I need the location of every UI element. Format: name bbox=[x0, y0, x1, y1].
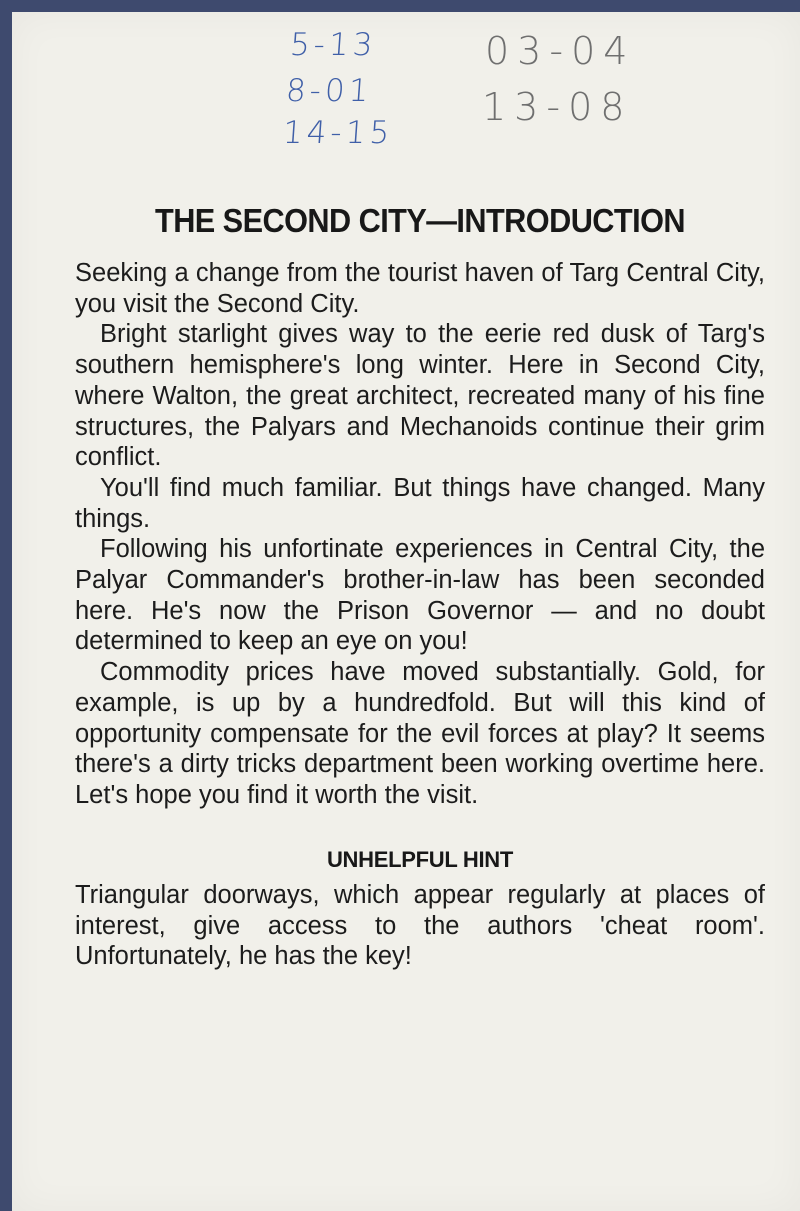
paragraph: You'll find much familiar. But things have changed. Many things. bbox=[75, 473, 765, 533]
paragraph: Commodity prices have moved substantially. Gold, for example, is up by a hundredfold. But will this kind of opportunity compensate for the evil forces at play? It seems there's a dirty tricks department been working overtime here. Let's hope you find it worth the visit. bbox=[75, 658, 765, 809]
intro-text bbox=[75, 258, 765, 811]
hint-heading: UNHELPFUL HINT bbox=[326, 847, 514, 872]
handwritten-note-1: 5-13 bbox=[288, 27, 378, 63]
paragraph: Seeking a change from the tourist haven of Targ Central City, you visit the Second City. bbox=[75, 259, 765, 318]
hint-text: Triangular doorways, which appear regularly at places of interest, give access to the authors 'cheat room'. Unfortunately, he has the key! bbox=[75, 881, 765, 971]
handwritten-note-2: 8-01 bbox=[284, 73, 374, 109]
handwritten-note-3: 14-15 bbox=[281, 115, 395, 151]
paragraph: Bright starlight gives way to the eerie red dusk of Targ's southern hemisphere's long winter. Here in Second City, where Walton, the great architect, recreated many of his fine structures, the Palyars and Mechanoids continue their grim conflict. bbox=[75, 320, 765, 472]
page-title: THE SECOND CITY—INTRODUCTION bbox=[155, 202, 685, 239]
handwritten-note-4: 03-04 bbox=[485, 29, 636, 73]
handwritten-note-5: 13-08 bbox=[482, 85, 633, 129]
paragraph: Following his unfortinate experiences in Central City, the Palyar Commander's brother-in-law has been seconded here. He's now the Prison Governor — and no doubt determined to keep an eye on you! bbox=[75, 535, 765, 656]
